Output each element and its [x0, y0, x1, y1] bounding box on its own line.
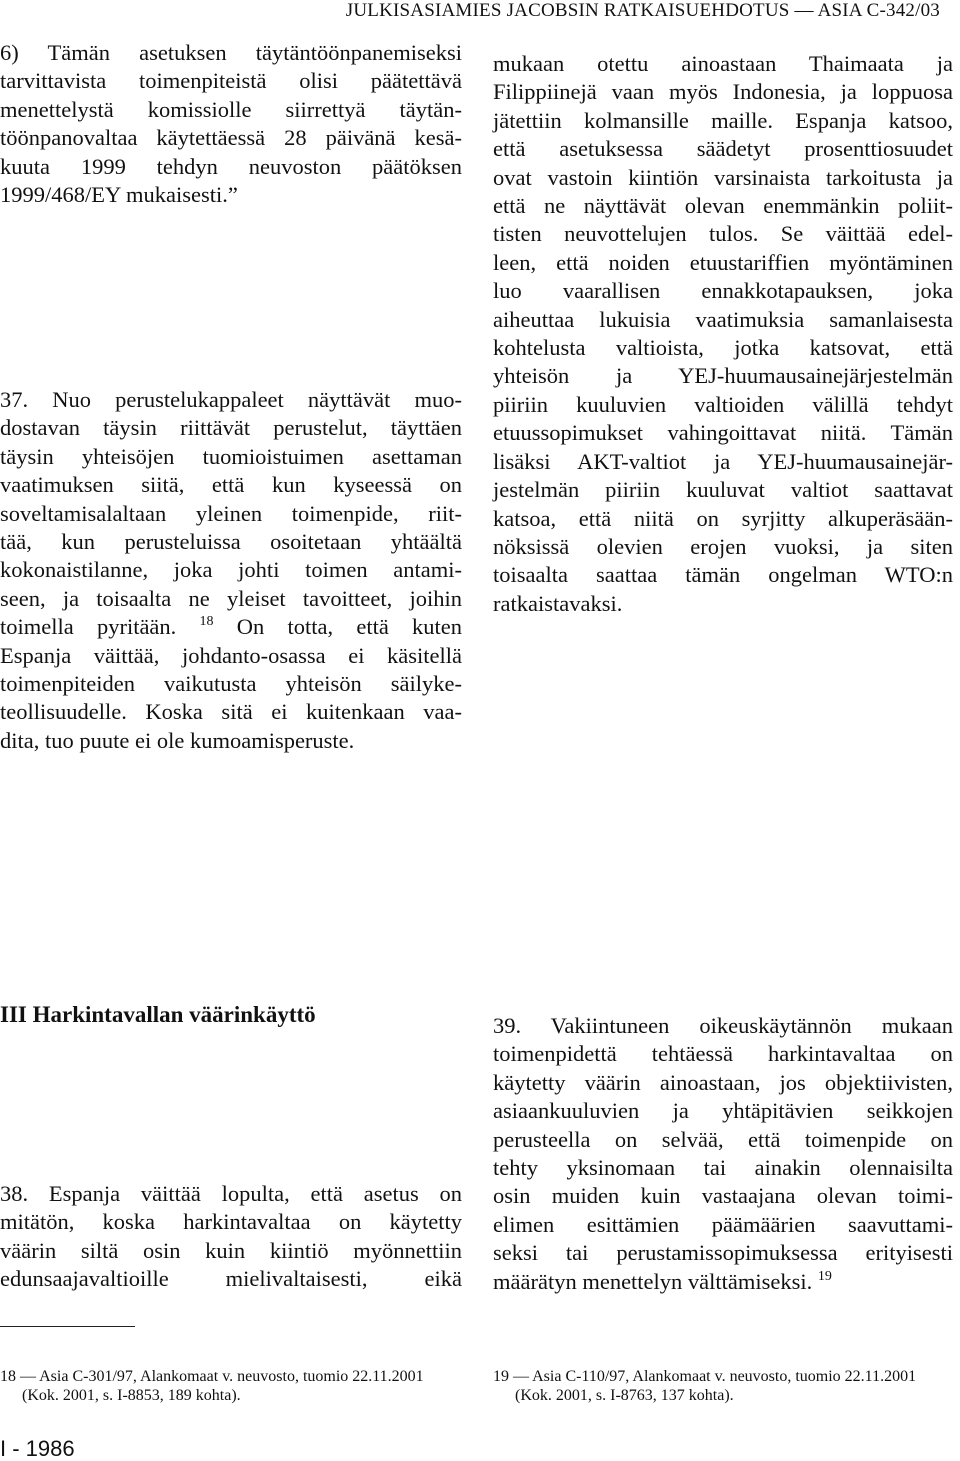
text-line: vaatimuksen siitä, että kun kyseessä on: [0, 472, 462, 498]
text-line: kohtelusta valtioista, jotka katsovat, että: [493, 335, 953, 361]
text-line: ovat vastoin kiintiön varsinaista tarkoitusta ja: [493, 164, 953, 190]
text-line: perusteella on selvää, että toimenpide on: [493, 1126, 953, 1152]
footnote-ref-19: 19: [817, 1268, 832, 1284]
text-line: aiheuttaa lukuisia vaatimuksia samanlaisesta: [493, 306, 953, 332]
text-line: yhteisön ja YEJ-huumausainejärjestelmän: [493, 363, 953, 389]
footnote-19: [493, 1367, 916, 1405]
footnote-18: [0, 1367, 424, 1405]
text-line: ratkaistavaksi.: [493, 590, 623, 616]
text-line: luo vaarallisen ennakkotapauksen, joka: [493, 278, 953, 304]
text-line: 39. Vakiintuneen oikeuskäytännön mukaan: [493, 1013, 953, 1038]
text-line: seksi tai perustamissopimuksessa erityisesti: [493, 1240, 953, 1266]
text-line: tisten neuvottelujen tulos. Se väittää edel-: [493, 221, 953, 247]
text-line: tehty yksinomaan tai ainakin olennaisilta: [493, 1155, 953, 1181]
text-line: mukaan otettu ainoastaan Thaimaata ja: [493, 51, 953, 76]
text-line: Espanja väittää, johdanto-osassa ei käsitellä: [0, 642, 462, 668]
footnote-line: (Kok. 2001, s. I-8763, 137 kohta).: [515, 1387, 734, 1404]
text-line: kokonaistilanne, joka johti toimen antami-: [0, 557, 462, 583]
text-line: 37. Nuo perustelukappaleet näyttävät muo-: [0, 387, 462, 412]
footnote-ref-18: 18: [199, 614, 214, 630]
text-line: nöksissä olevien erojen vuoksi, ja siten: [493, 533, 953, 559]
text-line: tää, kun perusteluissa osoitetaan yhtäältä: [0, 529, 462, 555]
footnote-line: (Kok. 2001, s. I-8853, 189 kohta).: [22, 1387, 241, 1404]
text-line-with-footnote: [0, 613, 462, 641]
text-line: kuuta 1999 tehdyn neuvoston päätöksen: [0, 153, 462, 179]
text-line-with-footnote: [493, 1268, 953, 1296]
text-line: toimenpidettä tehtäessä harkintavaltaa on: [493, 1041, 953, 1067]
text-line: toimenpiteiden vaikutusta yhteisön säilyke-: [0, 671, 462, 697]
footnote-line: 18 — Asia C-301/97, Alankomaat v. neuvosto, tuomio 22.11.2001: [0, 1368, 424, 1385]
text-line: jestelmän piiriin kuuluvat valtiot saattavat: [493, 477, 953, 503]
footnote-line: 19 — Asia C-110/97, Alankomaat v. neuvosto, tuomio 22.11.2001: [493, 1368, 917, 1385]
paragraph-39: [493, 1012, 953, 1296]
text-line: soveltamisalaltaan yleinen toimenpide, riit-: [0, 500, 462, 526]
text-line: että asetuksessa säädetyt prosenttiosuudet: [493, 136, 953, 162]
text-line: Filippiinejä vaan myös Indonesia, ja loppuosa: [493, 79, 953, 105]
text-line: piiriin kuuluvien valtioiden välillä tehdyt: [493, 391, 953, 417]
text-line: katsoa, että niitä on syrjitty alkuperäsään-: [493, 505, 953, 531]
text-line: etuussopimukset vahingoittavat niitä. Tämän: [493, 420, 953, 446]
text-line: täysin yhteisöjen tuomioistuimen asettaman: [0, 443, 462, 469]
text-fragment: On totta, että kuten: [236, 614, 463, 640]
text-line: tarvittavista toimenpiteistä olisi päätettävä: [0, 68, 462, 94]
text-line: dostavan täysin riittävät perustelut, täyttäen: [0, 415, 462, 441]
text-line: että ne näyttävät olevan enemmänkin poliit-: [493, 193, 953, 219]
text-line: menettelystä komissiolle siirrettyä täytän-: [0, 96, 462, 122]
text-fragment: määrätyn menettelyn välttämiseksi.: [493, 1268, 813, 1294]
text-line: 1999/468/EY mukaisesti.”: [0, 182, 238, 208]
text-line: dita, tuo puute ei ole kumoamisperuste.: [0, 727, 355, 753]
text-line: edunsaajavaltioille mielivaltaisesti, eikä: [0, 1266, 462, 1292]
paragraph-6: [0, 39, 462, 209]
paragraph-37: [0, 386, 462, 755]
page-number: I - 1986: [0, 1436, 75, 1461]
text-line: mitätön, koska harkintavaltaa on käytetty: [0, 1209, 462, 1235]
text-line: toisaalta saattaa tämän ongelman WTO:n: [493, 562, 953, 588]
text-line: 6) Tämän asetuksen täytäntöönpanemiseksi: [0, 40, 462, 65]
text-line: jätettiin kolmansille maille. Espanja katsoo,: [493, 107, 953, 133]
text-line: lisäksi AKT-valtiot ja YEJ-huumausainejär-: [493, 448, 953, 474]
text-line: teollisuudelle. Koska sitä ei kuitenkaan vaa-: [0, 699, 462, 725]
text-line: elimen esittämien päämäärien saavuttami-: [493, 1211, 953, 1237]
running-head: JULKISASIAMIES JACOBSIN RATKAISUEHDOTUS — ASIA C-342/03: [345, 0, 940, 21]
text-line: väärin siltä osin kuin kiintiö myönnettiin: [0, 1237, 462, 1263]
text-line: leen, että noiden etuustariffien myöntäminen: [493, 249, 953, 275]
footnote-divider: [0, 1326, 135, 1327]
paragraph-continued: [493, 50, 953, 618]
paragraph-38: [0, 1180, 462, 1294]
section-heading: III Harkintavallan väärinkäyttö: [0, 1002, 316, 1027]
text-line: 38. Espanja väittää lopulta, että asetus on: [0, 1181, 462, 1206]
text-line: käytetty väärin ainoastaan, jos objektiivisten,: [493, 1069, 953, 1095]
text-line: töönpanovaltaa käytettäessä 28 päivänä kesä-: [0, 125, 462, 151]
text-line: asiaankuuluvien ja yhtäpitävien seikkojen: [493, 1098, 953, 1124]
text-fragment: toimella pyritään.: [0, 614, 177, 640]
text-line: seen, ja toisaalta ne yleiset tavoitteet, joihin: [0, 585, 462, 611]
text-line: osin muiden kuin vastaajana olevan toimi-: [493, 1183, 953, 1209]
